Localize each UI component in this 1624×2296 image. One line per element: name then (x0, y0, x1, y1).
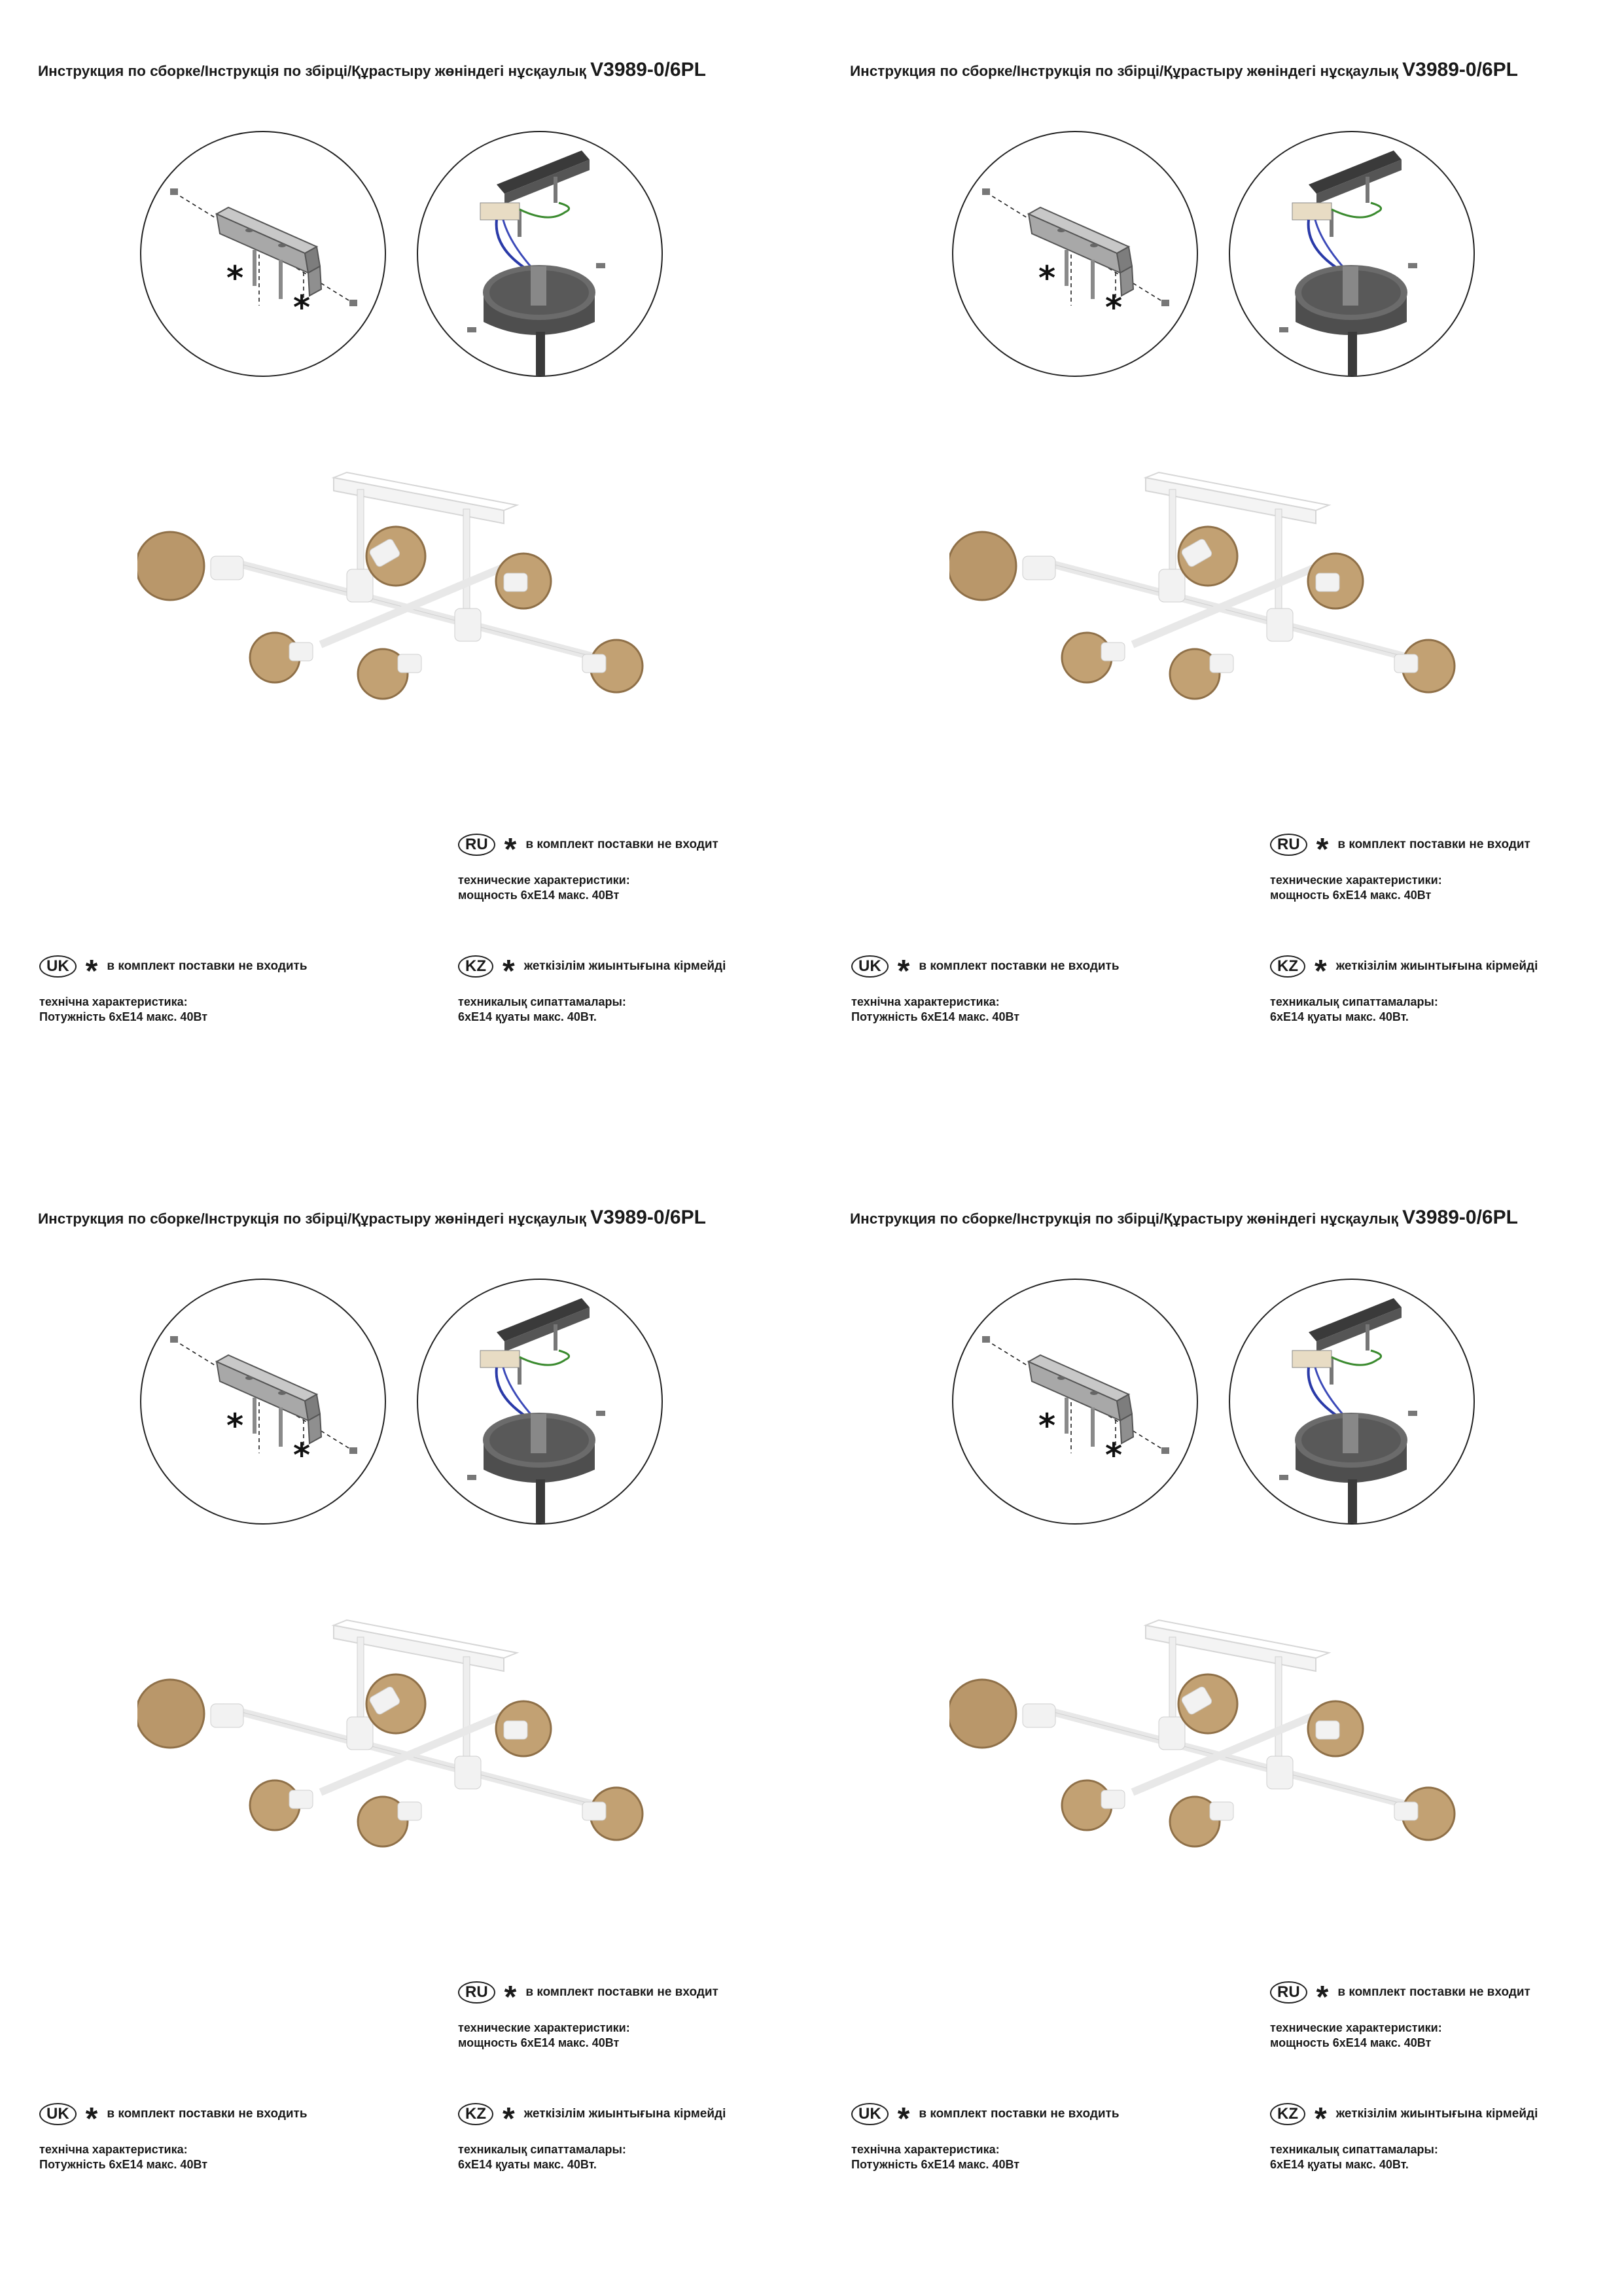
uk-note: в комплект поставки не входить (107, 2107, 308, 2121)
uk-specs: технічна характеристика: Потужність 6хЕ14 макс. 40Вт (851, 2143, 1020, 2171)
asterisk-icon: * (1315, 954, 1327, 989)
asterisk-icon: * (503, 2102, 515, 2136)
instruction-copy-4 (812, 1148, 1624, 2295)
ru-block (458, 834, 718, 903)
ru-note: в комплект поставки не входит (525, 1985, 718, 1999)
kz-block (1270, 2103, 1538, 2172)
ru-badge: RU (1270, 834, 1307, 856)
chandelier-illustration (949, 1606, 1473, 1881)
uk-block (851, 955, 1120, 1025)
asterisk-icon: * (1315, 2102, 1327, 2136)
asterisk-icon: * (1316, 1980, 1329, 2015)
asterisk-icon: * (85, 2102, 98, 2136)
ru-note: в комплект поставки не входит (1337, 838, 1530, 851)
instruction-title: Инструкция по сборке/Інструкція по збірці/Құрастыру жөніндегі нұсқаулық V3989-0/6PL (38, 59, 706, 80)
asterisk-icon: * (504, 832, 517, 867)
kz-specs: техникалық сипаттамалары: 6хЕ14 қуаты макс. 40Вт. (458, 995, 626, 1023)
kz-badge: KZ (458, 955, 493, 978)
instruction-copy-2 (812, 0, 1624, 1148)
canopy-wiring-diagram (417, 131, 663, 377)
svg-text:*: * (1038, 259, 1056, 297)
instruction-title: Инструкция по сборке/Інструкція по збірці/Құрастыру жөніндегі нұсқаулық V3989-0/6PL (38, 1207, 706, 1228)
uk-specs: технічна характеристика: Потужність 6хЕ14 макс. 40Вт (851, 995, 1020, 1023)
kz-note: жеткізілім жиынтығына кірмейді (1335, 959, 1538, 973)
model-number: V3989-0/6PL (1402, 1207, 1518, 1228)
svg-text:*: * (226, 1407, 244, 1445)
kz-specs: техникалық сипаттамалары: 6хЕ14 қуаты макс. 40Вт. (458, 2143, 626, 2171)
ru-specs: технические характеристики: мощность 6хЕ14 макс. 40Вт (458, 2021, 630, 2049)
kz-note: жеткізілім жиынтығына кірмейді (1335, 2107, 1538, 2121)
ru-badge: RU (458, 1981, 495, 2004)
svg-text:*: * (1105, 289, 1123, 327)
uk-specs: технічна характеристика: Потужність 6хЕ14 макс. 40Вт (39, 2143, 208, 2171)
kz-note: жеткізілім жиынтығына кірмейді (523, 2107, 726, 2121)
uk-badge: UK (39, 2103, 77, 2125)
instruction-copy-1 (0, 0, 812, 1148)
svg-text:*: * (293, 289, 311, 327)
instruction-copy-3 (0, 1148, 812, 2295)
asterisk-icon: * (897, 2102, 910, 2136)
kz-badge: KZ (1270, 2103, 1305, 2125)
kz-badge: KZ (1270, 955, 1305, 978)
svg-text:*: * (1038, 1407, 1056, 1445)
ru-block (1270, 1981, 1530, 2051)
uk-block (851, 2103, 1120, 2172)
ru-specs: технические характеристики: мощность 6хЕ14 макс. 40Вт (458, 874, 630, 902)
model-number: V3989-0/6PL (590, 1207, 706, 1228)
asterisk-icon: * (504, 1980, 517, 2015)
kz-block (458, 2103, 726, 2172)
bracket-mounting-diagram (140, 131, 386, 377)
uk-specs: технічна характеристика: Потужність 6хЕ14 макс. 40Вт (39, 995, 208, 1023)
kz-block (1270, 955, 1538, 1025)
asterisk-icon: * (503, 954, 515, 989)
kz-specs: техникалық сипаттамалары: 6хЕ14 қуаты макс. 40Вт. (1270, 995, 1438, 1023)
instruction-title: Инструкция по сборке/Інструкція по збірці/Құрастыру жөніндегі нұсқаулық V3989-0/6PL (850, 1207, 1518, 1228)
chandelier-illustration (137, 458, 661, 733)
ru-specs: технические характеристики: мощность 6хЕ14 макс. 40Вт (1270, 874, 1442, 902)
uk-block (39, 2103, 308, 2172)
bracket-mounting-diagram (952, 131, 1198, 377)
bracket-mounting-diagram (952, 1279, 1198, 1525)
uk-badge: UK (851, 2103, 889, 2125)
uk-note: в комплект поставки не входить (107, 959, 308, 973)
ru-block (1270, 834, 1530, 903)
svg-text:*: * (226, 259, 244, 297)
model-number: V3989-0/6PL (1402, 59, 1518, 80)
chandelier-illustration (137, 1606, 661, 1881)
svg-text:*: * (293, 1436, 311, 1474)
asterisk-icon: * (85, 954, 98, 989)
asterisk-icon: * (897, 954, 910, 989)
chandelier-illustration (949, 458, 1473, 733)
svg-text:*: * (1105, 1436, 1123, 1474)
uk-badge: UK (39, 955, 77, 978)
ru-specs: технические характеристики: мощность 6хЕ14 макс. 40Вт (1270, 2021, 1442, 2049)
ru-badge: RU (1270, 1981, 1307, 2004)
instruction-title: Инструкция по сборке/Інструкція по збірці/Құрастыру жөніндегі нұсқаулық V3989-0/6PL (850, 59, 1518, 80)
canopy-wiring-diagram (1229, 131, 1475, 377)
kz-block (458, 955, 726, 1025)
uk-note: в комплект поставки не входить (919, 2107, 1120, 2121)
ru-badge: RU (458, 834, 495, 856)
uk-badge: UK (851, 955, 889, 978)
ru-block (458, 1981, 718, 2051)
kz-specs: техникалық сипаттамалары: 6хЕ14 қуаты макс. 40Вт. (1270, 2143, 1438, 2171)
asterisk-icon: * (1316, 832, 1329, 867)
kz-note: жеткізілім жиынтығына кірмейді (523, 959, 726, 973)
canopy-wiring-diagram (417, 1279, 663, 1525)
ru-note: в комплект поставки не входит (525, 838, 718, 851)
canopy-wiring-diagram (1229, 1279, 1475, 1525)
uk-block (39, 955, 308, 1025)
bracket-mounting-diagram (140, 1279, 386, 1525)
model-number: V3989-0/6PL (590, 59, 706, 80)
uk-note: в комплект поставки не входить (919, 959, 1120, 973)
kz-badge: KZ (458, 2103, 493, 2125)
ru-note: в комплект поставки не входит (1337, 1985, 1530, 1999)
